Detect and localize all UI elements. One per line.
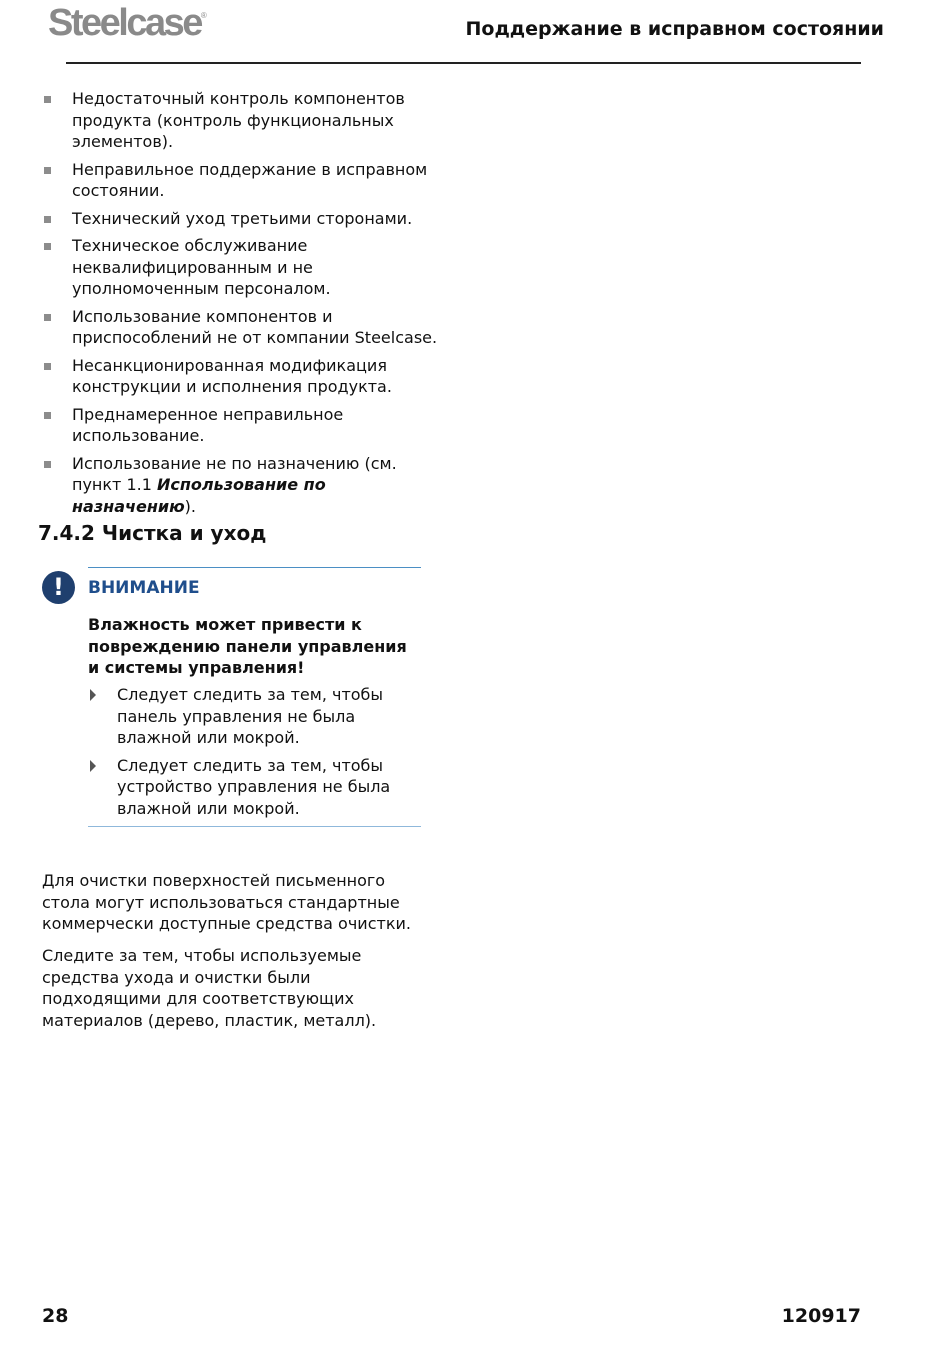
- list-item: [42, 306, 442, 349]
- warning-steps: [88, 684, 423, 825]
- list-item-text: Несанкционированная модификация конструкции и исполнения продукта.: [72, 355, 392, 396]
- list-item-reference: [42, 453, 442, 518]
- square-bullet-icon: [44, 314, 51, 321]
- warning-bottom-divider: [88, 826, 421, 827]
- list-item: [42, 235, 442, 300]
- list-item-text: Использование не по назначению (см. пункт 1.1: [72, 453, 397, 494]
- list-item: [42, 355, 442, 398]
- warning-label: ВНИМАНИЕ: [88, 578, 200, 598]
- square-bullet-icon: [44, 461, 51, 468]
- list-item-text: Недостаточный контроль компонентов продукта (контроль функциональных элементов).: [72, 89, 405, 151]
- document-code: 120917: [781, 1305, 861, 1327]
- page-number: 28: [42, 1305, 69, 1327]
- square-bullet-icon: [44, 167, 51, 174]
- square-bullet-icon: [44, 96, 51, 103]
- warning-text: Влажность может привести к повреждению панели управления и системы управления!: [88, 615, 407, 677]
- list-item-suffix: ).: [184, 496, 196, 516]
- warning-step: [88, 755, 423, 820]
- list-item-text: Техническое обслуживание неквалифицированным и не уполномоченным персоналом.: [72, 236, 331, 298]
- square-bullet-icon: [44, 412, 51, 419]
- cross-reference-link[interactable]: Использование по назначению: [72, 475, 326, 516]
- header-title: Поддержание в исправном состоянии: [465, 18, 884, 40]
- list-item-text: Технический уход третьими сторонами.: [72, 208, 413, 228]
- list-item: [42, 88, 442, 153]
- list-item: [42, 404, 442, 447]
- exclamation-icon: !: [42, 571, 75, 604]
- list-item: [42, 159, 442, 202]
- warning-step: [88, 684, 423, 749]
- square-bullet-icon: [44, 363, 51, 370]
- bullet-list: [42, 88, 442, 523]
- warning-step-text: Следует следить за тем, чтобы устройство управления не была влажной или мокрой.: [117, 755, 391, 818]
- arrow-right-icon: [90, 760, 96, 772]
- steelcase-logo: [48, 2, 207, 45]
- square-bullet-icon: [44, 216, 51, 223]
- square-bullet-icon: [44, 243, 51, 250]
- list-item-text: Неправильное поддержание в исправном состоянии.: [72, 159, 428, 200]
- list-item-text: Преднамеренное неправильное использование.: [72, 404, 344, 445]
- warning-top-divider: [88, 567, 421, 568]
- list-item-text: Использование компонентов и приспособлений не от компании Steelcase.: [72, 306, 438, 347]
- section-heading: 7.4.2 Чистка и уход: [38, 521, 267, 545]
- arrow-right-icon: [90, 689, 96, 701]
- logo-text: Steelcase: [48, 2, 201, 44]
- paragraph: Для очистки поверхностей письменного стола могут использоваться стандартные коммерчески доступные средства очистки.: [42, 871, 411, 933]
- header-divider: [66, 62, 861, 64]
- list-item: [42, 208, 442, 230]
- warning-step-text: Следует следить за тем, чтобы панель управления не была влажной или мокрой.: [117, 685, 384, 747]
- registered-mark: ®: [200, 11, 207, 21]
- paragraph: Следите за тем, чтобы используемые средства ухода и очистки были подходящими для соответствующих материалов (дерево, пластик, металл).: [42, 946, 377, 1030]
